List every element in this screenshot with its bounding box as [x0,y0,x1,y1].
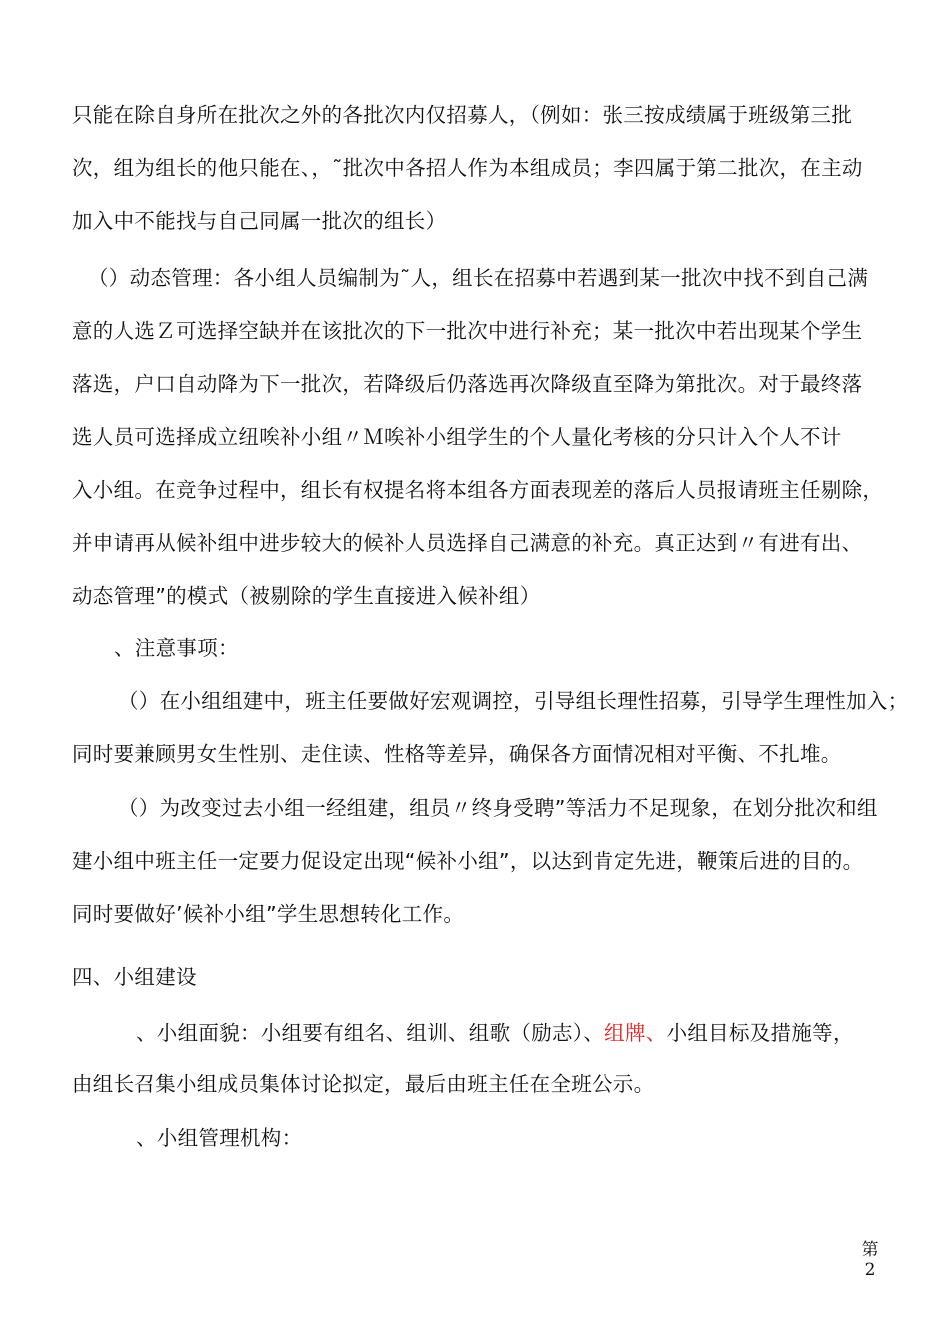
text-line: 动态管理”的模式（被剔除的学生直接进入候补组） [72,584,541,608]
section-heading: 、小组管理机构： [136,1126,303,1150]
page-number-value: 2 [864,1260,876,1280]
text-run: 、小组面貌：小组要有组名、组训、组歌（励志）、 [136,1021,605,1045]
text-line: （）动态管理：各小组人员编制为˜人，组长在招募中若遇到某一批次中找不到自己满 [88,266,869,290]
text-line: 由组长召集小组成员集体讨论拟定，最后由班主任在全班公示。 [72,1072,655,1096]
text-run: 小组目标及措施等， [666,1021,854,1045]
text-line: 次，组为组长的他只能在、，˜批次中各招人作为本组成员；李四属于第二批次，在主动 [72,156,863,180]
highlighted-text: 组牌、 [604,1021,667,1045]
text-line: 意的人选Ｚ可选择空缺并在该批次的下一批次中进行补充；某一批次中若出现某个学生 [72,319,863,343]
text-line: 同时要兼顾男女生性别、走住读、性格等差异，确保各方面情况相对平衡、不扎堆。 [72,742,842,766]
text-line: 加入中不能找与自己同属一批次的组长） [72,209,447,233]
page-number-label: 第 [861,1240,879,1260]
text-line: 入小组。在竞争过程中，组长有权提名将本组各方面表现差的落后人员报请班主任剔除， [72,478,884,502]
text-line: 建小组中班主任一定要力促设定出现“候补小组”，以达到肯定先进，鞭策后进的目的。 [72,849,864,873]
text-line: 只能在除自身所在批次之外的各批次内仅招募人，（例如：张三按成绩属于班级第三批 [72,103,853,127]
text-line: （）为改变过去小组一经组建，组员〃终身受聘”等活力不足现象，在划分批次和组 [118,796,878,820]
text-line: （）在小组组建中，班主任要做好宏观调控，引导组长理性招募，引导学生理性加入； [118,689,909,713]
text-line: 落选，户口自动降为下一批次，若降级后仍落选再次降级直至降为第批次。对于最终落 [72,372,863,396]
text-line: 同时要做好’候补小组”学生思想转化工作。 [72,902,465,926]
text-line [136,1019,854,1047]
chapter-heading: 四、小组建设 [72,965,197,989]
page-number [858,1240,882,1280]
text-line: 并申请再从候补组中进步较大的候补人员选择自己满意的补充。真正达到〃有进有出、 [72,531,863,555]
text-line: 选人员可选择成立纽唉补小组〃Ｍ唉补小组学生的个人量化考核的分只计入个人不计 [72,425,842,449]
section-heading: 、注意事项： [114,636,239,660]
